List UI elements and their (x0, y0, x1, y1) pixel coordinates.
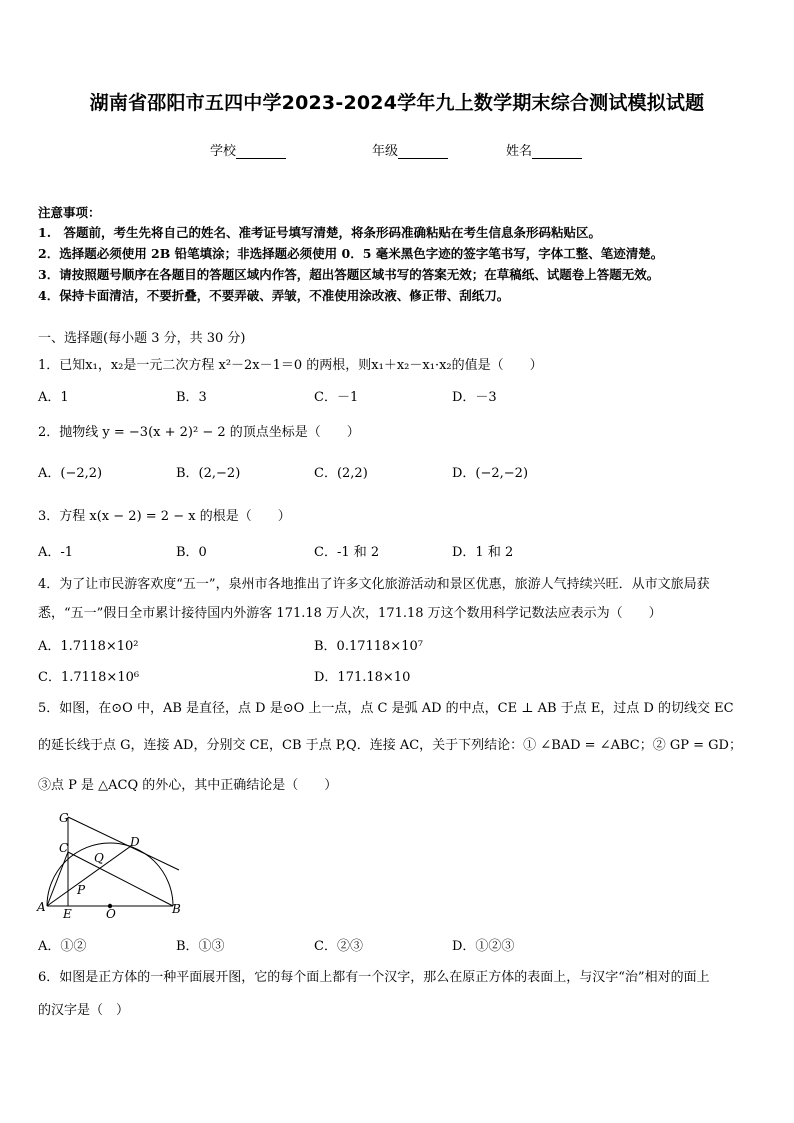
q3-option-a[interactable]: A．-1 (38, 545, 74, 560)
q1-option-a[interactable]: A．1 (38, 390, 69, 405)
q5-option-c[interactable]: C．②③ (314, 939, 363, 954)
label-e: E (63, 907, 72, 921)
question-3: 3．方程 x(x − 2) = 2 − x 的根是（ ） (38, 509, 291, 524)
note-item-2: 2．选择题必须使用 2B 铅笔填涂；非选择题必须使用 0．5 毫米黑色字迹的签字笔书写，字体工整、笔迹清楚。 (38, 246, 664, 261)
grade-field[interactable] (372, 140, 448, 159)
section-heading: 一、选择题(每小题 3 分，共 30 分) (38, 331, 246, 346)
q5-option-a[interactable]: A．①② (38, 939, 87, 954)
school-field[interactable] (210, 140, 286, 159)
q4-option-d[interactable]: D．171.18×10 (314, 670, 411, 685)
question-5-line-3: ③点 P 是 △ACQ 的外心，其中正确结论是（ ） (38, 778, 338, 793)
q5-option-d[interactable]: D．①②③ (452, 939, 515, 954)
q3-option-d[interactable]: D．1 和 2 (452, 545, 514, 560)
note-item-4: 4．保持卡面清洁，不要折叠，不要弄破、弄皱，不准使用涂改液、修正带、刮纸刀。 (38, 288, 510, 303)
q4-option-c[interactable]: C．1.7118×10⁶ (38, 670, 140, 685)
q2-option-a[interactable]: A．(−2,2) (38, 466, 103, 481)
question-1: 1．已知x₁，x₂是一元二次方程 x²－2x－1＝0 的两根，则x₁＋x₂－x₁·x₂的值是（ ） (38, 358, 543, 373)
question-5-line-1: 5．如图，在⊙O 中，AB 是直径，点 D 是⊙O 上一点，点 C 是弧 AD 的中点，CE ⊥ AB 于点 E，过点 D 的切线交 EC (38, 701, 734, 716)
name-field[interactable] (506, 140, 582, 159)
label-g: G (59, 811, 69, 825)
label-c: C (59, 841, 69, 855)
q4-option-a[interactable]: A．1.7118×10² (38, 639, 139, 654)
question-2: 2．抛物线 y = −3(x + 2)² − 2 的顶点坐标是（ ） (38, 425, 360, 440)
q3-option-c[interactable]: C．-1 和 2 (314, 545, 380, 560)
q1-option-b[interactable]: B．3 (176, 390, 207, 405)
question-6-line-2: 的汉字是（ ） (38, 1003, 130, 1018)
note-item-1: 1. 答题前，考生先将自己的姓名、准考证号填写清楚，将条形码准确粘贴在考生信息条形码粘贴区。 (38, 225, 602, 240)
q2-option-c[interactable]: C．(2,2) (314, 466, 368, 481)
label-d: D (130, 835, 140, 849)
question-5-line-2: 的延长线于点 G，连接 AD，分别交 CE，CB 于点 P,Q．连接 AC，关于下列结论：① ∠BAD = ∠ABC；② GP = GD； (38, 738, 742, 753)
name-blank[interactable] (532, 144, 582, 159)
chord-ad (47, 846, 131, 906)
q1-option-c[interactable]: C．－1 (314, 390, 359, 405)
name-label: 姓名 (506, 144, 533, 159)
question-4-line-2: 悉，“五一”假日全市累计接待国内外游客 171.18 万人次，171.18 万这个数用科学记数法应表示为（ ） (38, 606, 662, 621)
q5-option-b[interactable]: B．①③ (176, 939, 225, 954)
question-4-line-1: 4．为了让市民游客欢度“五一”，泉州市各地推出了许多文化旅游活动和景区优惠，旅游人气持续兴旺．从市文旅局获 (38, 577, 710, 592)
q2-option-b[interactable]: B．(2,−2) (176, 466, 241, 481)
school-blank[interactable] (236, 144, 286, 159)
label-b: B (172, 902, 181, 916)
label-p: P (77, 883, 86, 897)
grade-label: 年级 (372, 144, 399, 159)
note-item-3: 3．请按照题号顺序在各题目的答题区域内作答，超出答题区域书写的答案无效；在草稿纸、试题卷上答题无效。 (38, 267, 660, 282)
school-label: 学校 (210, 144, 237, 159)
label-q: Q (94, 851, 104, 865)
grade-blank[interactable] (398, 144, 448, 159)
label-o: O (106, 907, 116, 921)
q2-option-d[interactable]: D．(−2,−2) (452, 466, 529, 481)
q1-option-d[interactable]: D．－3 (452, 390, 497, 405)
question-6-line-1: 6．如图是正方体的一种平面展开图，它的每个面上都有一个汉字，那么在原正方体的表面上，与汉字“治”相对的面上 (38, 970, 710, 985)
page-title: 湖南省邵阳市五四中学2023-2024学年九上数学期末综合测试模拟试题 (89, 92, 705, 114)
tangent-line (68, 817, 179, 870)
label-a: A (37, 900, 46, 914)
circle-geometry-diagram (34, 808, 184, 926)
notes-heading: 注意事项： (38, 205, 101, 220)
q3-option-b[interactable]: B．0 (176, 545, 207, 560)
q4-option-b[interactable]: B．0.17118×10⁷ (314, 639, 423, 654)
